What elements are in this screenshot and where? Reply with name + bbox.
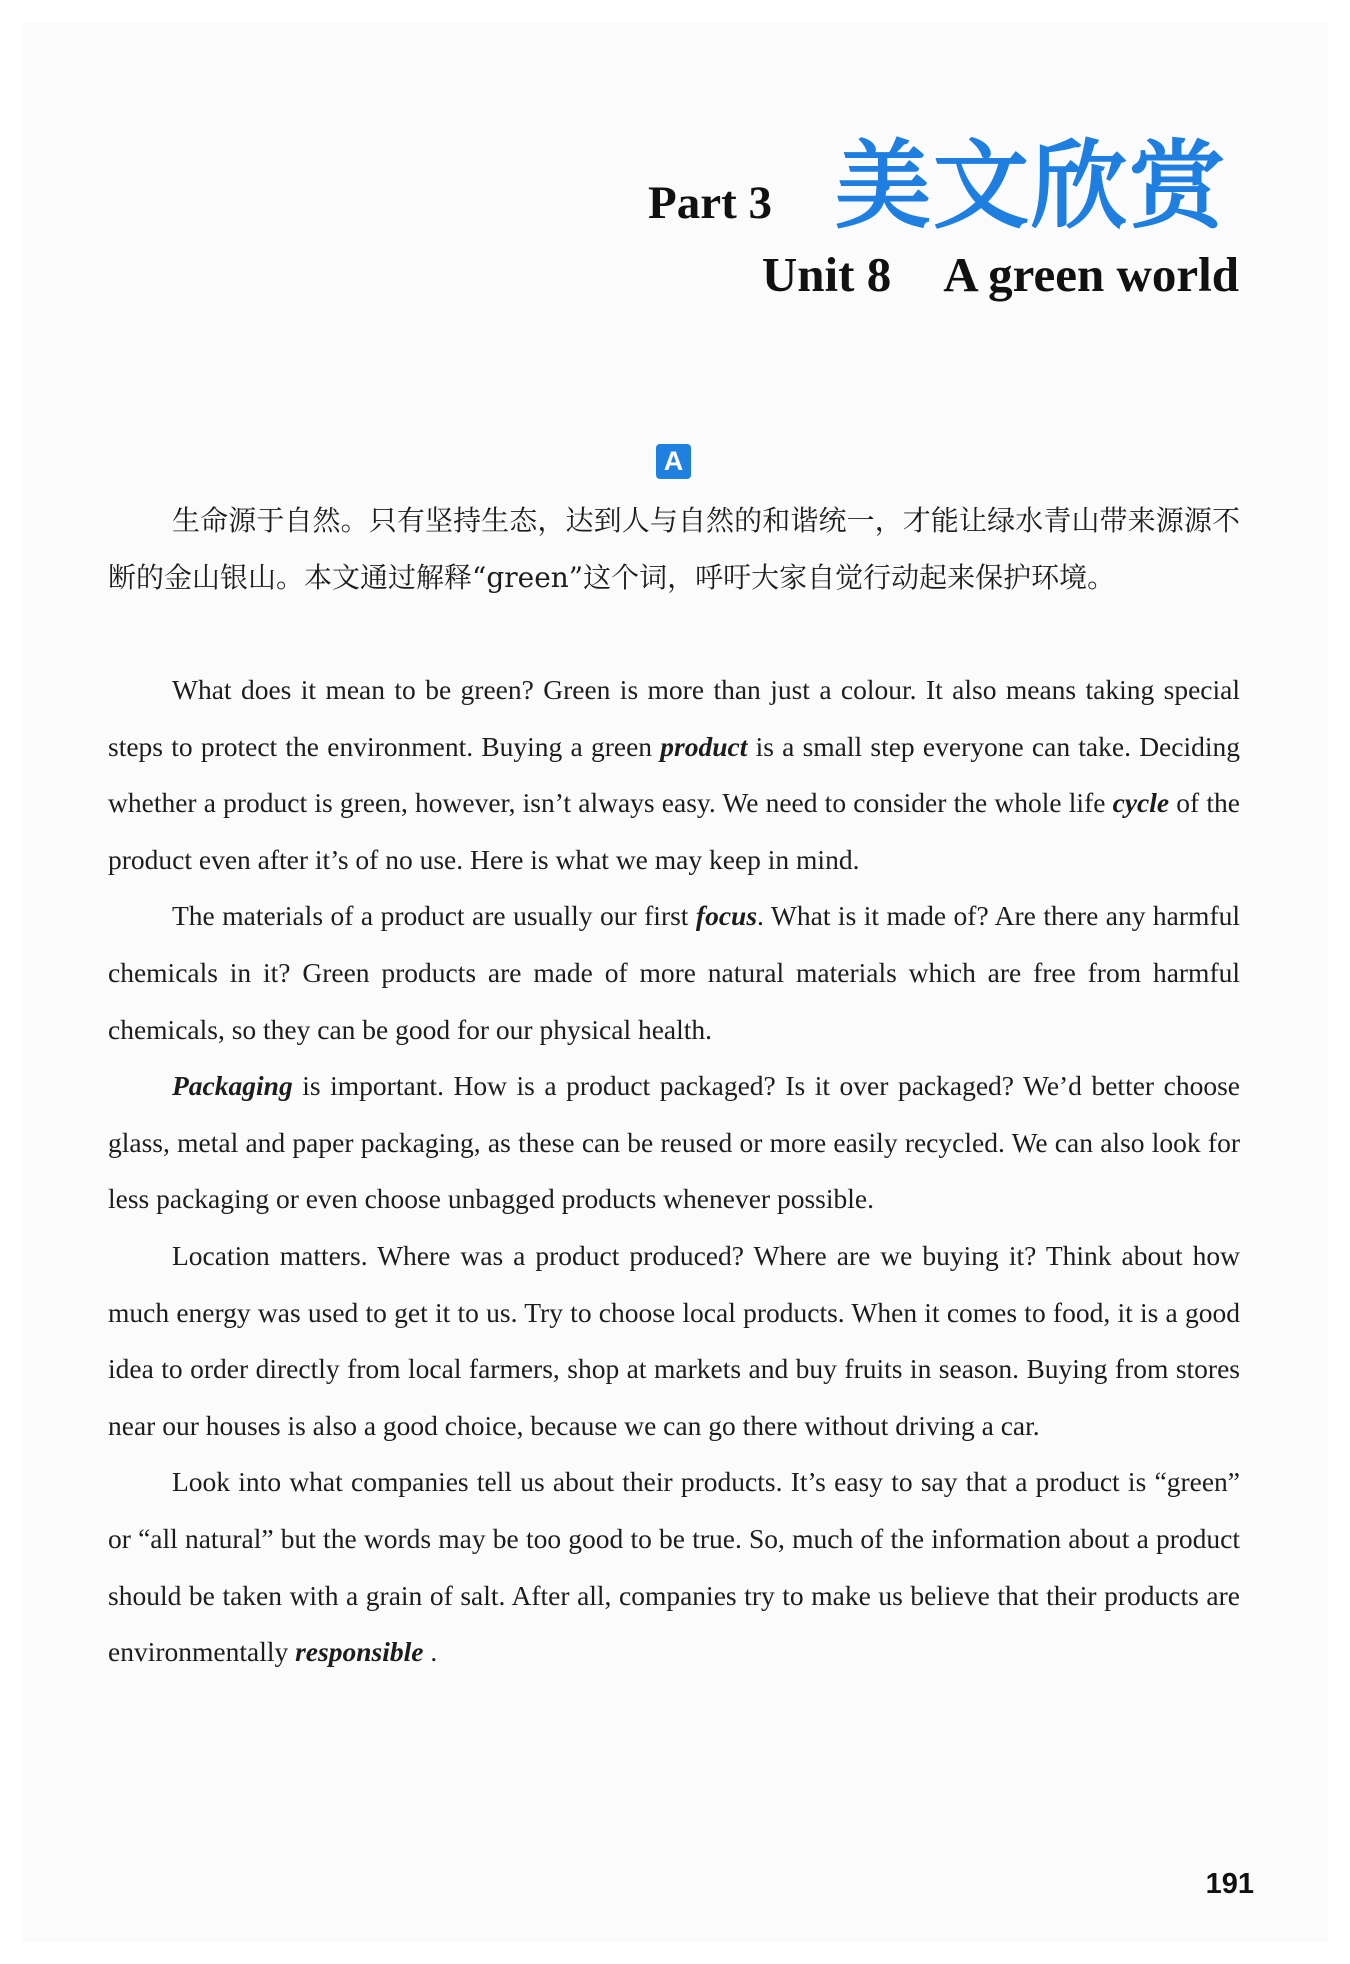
keyword-cycle: cycle <box>1112 787 1170 819</box>
page-header <box>0 0 1350 320</box>
paragraph-3 <box>108 1058 1240 1228</box>
paragraph-2 <box>108 888 1240 1058</box>
text-run: Location matters. Where was a product produced? Where are we buying it? Think about how much energy was used to get it to us. Try to choose local products. When it comes to food, it is a good idea to order directly from local farmers, shop at markets and buy fruits in season. Buying from stores near our houses is also a good choice, because we can go there without driving a car. <box>108 1239 1240 1441</box>
text-run: of the product even after it’s of no use. Here is what we may keep in mind. <box>108 787 1240 875</box>
text-run: The materials of a product are usually our first <box>172 900 696 932</box>
text-run: . <box>423 1636 438 1668</box>
keyword-packaging: Packaging <box>172 1070 293 1102</box>
article-body <box>108 662 1240 1681</box>
text-run: What does it mean to be green? Green is more than just a colour. It also means taking special steps to protect the environment. Buying a green <box>108 674 1240 762</box>
paragraph-1 <box>108 662 1240 888</box>
section-badge: A <box>656 444 691 479</box>
text-run: is important. How is a product packaged? Is it over packaged? We’d better choose glass, metal and paper packaging, as these can be reused or more easily recycled. We can also look for less packaging or even choose unbagged products whenever possible. <box>108 1070 1240 1215</box>
text-run: Look into what companies tell us about their products. It’s easy to say that a product is “green” or “all natural” but the words may be too good to be true. So, much of the information about a product should be taken with a grain of salt. After all, companies try to make us believe that their products are environmentally <box>108 1466 1240 1668</box>
unit-name: A green world <box>943 247 1239 302</box>
unit-number: Unit 8 <box>761 247 892 302</box>
text-run: is a small step everyone can take. Deciding whether a product is green, however, isn’t always easy. We need to consider the whole life <box>108 730 1240 819</box>
paragraph-4 <box>108 1228 1240 1454</box>
keyword-focus: focus <box>695 900 758 932</box>
keyword-responsible: responsible <box>295 1636 424 1668</box>
paragraph-5 <box>108 1454 1240 1680</box>
keyword-product: product <box>660 730 748 762</box>
part-label: Part 3 <box>648 177 772 229</box>
chinese-intro: 生命源于自然。只有坚持生态，达到人与自然的和谐统一，才能让绿水青山带来源源不断的金山银山。本文通过解释“green”这个词，呼吁大家自觉行动起来保护环境。 <box>108 504 1240 594</box>
text-run: . What is it made of? Are there any harmful chemicals in it? Green products are made of more natural materials which are free from harmful chemicals, so they can be good for our physical health. <box>108 900 1240 1045</box>
chinese-section-title: 美文欣赏 <box>835 130 1227 242</box>
unit-title <box>761 247 1239 302</box>
page-number: 191 <box>1205 1868 1254 1900</box>
